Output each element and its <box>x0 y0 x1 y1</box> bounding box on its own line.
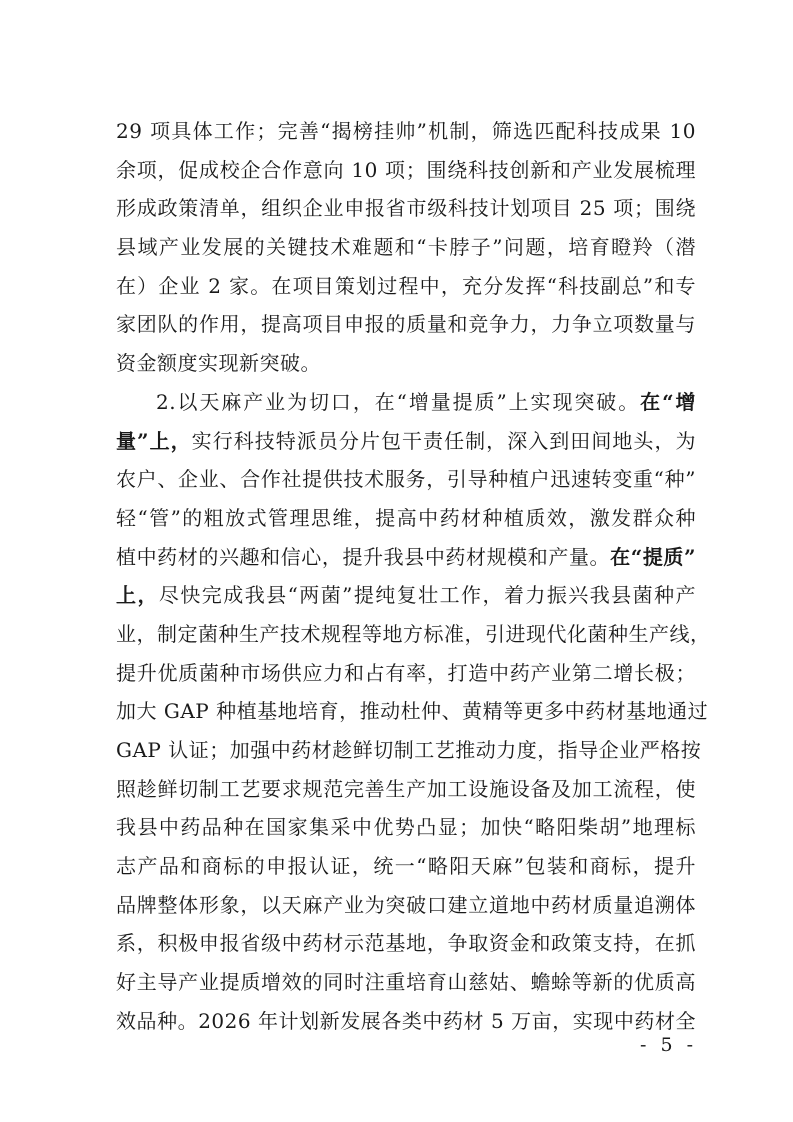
paragraph-2-line-12: 我县中药品种在国家集采中优势凸显；加快“略阳柴胡”地理标 <box>116 815 696 840</box>
bold-phrase-zengliang-start: 在“增 <box>640 389 696 414</box>
paragraph-1-line-1: 29 项具体工作；完善“揭榜挂帅”机制，筛选匹配科技成果 10 <box>116 119 696 143</box>
paragraph-2-line-6-text: 尽快完成我县“两菌”提纯复壮工作，着力振兴我县菌种产 <box>158 583 697 608</box>
paragraph-2-line-8: 提升优质菌种市场供应力和占有率，打造中药产业第二增长极； <box>116 660 696 685</box>
paragraph-2-line-17: 效品种。2026 年计划新发展各类中药材 5 万亩，实现中药材全 <box>116 1008 696 1033</box>
paragraph-2-line-2 <box>116 422 696 461</box>
document-body <box>116 112 711 1041</box>
bold-phrase-zengliang-end: 量”上， <box>116 428 192 453</box>
page-number: - 5 - <box>639 1034 697 1056</box>
paragraph-2-line-9: 加大 GAP 种植基地培育，推动杜仲、黄精等更多中药材基地通过 <box>116 699 709 724</box>
paragraph-2-line-6 <box>116 576 696 615</box>
paragraph-1-line-3: 形成政策清单，组织企业申报省市级科技计划项目 25 项；围绕 <box>116 196 696 221</box>
paragraph-1-line-2: 余项，促成校企合作意向 10 项；围绕科技创新和产业发展梳理 <box>116 157 696 182</box>
paragraph-2-line-7: 业，制定菌种生产技术规程等地方标准，引进现代化菌种生产线， <box>116 621 711 646</box>
paragraph-2-line-16: 好主导产业提质增效的同时注重培育山慈姑、蟾蜍等新的优质高 <box>116 970 696 995</box>
paragraph-2-line-15: 系，积极申报省级中药材示范基地，争取资金和政策支持，在抓 <box>116 931 696 956</box>
paragraph-1-line-7: 资金额度实现新突破。 <box>116 351 321 376</box>
paragraph-1-line-4: 县域产业发展的关键技术难题和“卡脖子”问题，培育瞪羚（潜 <box>116 235 696 260</box>
bold-phrase-tizhi: 在“提质” <box>610 544 697 569</box>
paragraph-2-line-13: 志产品和商标的申报认证，统一“略阳天麻”包装和商标，提升 <box>116 854 696 879</box>
bold-phrase-tizhi-end: 上， <box>116 583 159 608</box>
paragraph-2-line-5 <box>116 538 696 577</box>
paragraph-2-line-1 <box>116 383 696 422</box>
paragraph-2-line-3: 农户、企业、合作社提供技术服务，引导种植户迅速转变重“种” <box>116 467 696 492</box>
paragraph-2-line-5-text: 植中药材的兴趣和信心，提升我县中药材规模和产量。 <box>116 544 611 569</box>
paragraph-2-line-10: GAP 认证；加强中药材趁鲜切制工艺推动力度，指导企业严格按 <box>116 738 702 762</box>
paragraph-2-line-4: 轻“管”的粗放式管理思维，提高中药材种植质效，激发群众种 <box>116 505 696 530</box>
paragraph-1-line-5: 在）企业 2 家。在项目策划过程中，充分发挥“科技副总”和专 <box>116 273 696 298</box>
paragraph-2-line-14: 品牌整体形象，以天麻产业为突破口建立道地中药材质量追溯体 <box>116 892 696 917</box>
paragraph-1-line-6: 家团队的作用，提高项目申报的质量和竞争力，力争立项数量与 <box>116 312 696 337</box>
paragraph-2-line-11: 照趁鲜切制工艺要求规范完善生产加工设施设备及加工流程，使 <box>116 776 696 801</box>
paragraph-2-heading: 2.以天麻产业为切口，在“增量提质”上实现突破。 <box>156 389 641 414</box>
paragraph-2-line-2-text: 实行科技特派员分片包干责任制，深入到田间地头，为 <box>191 428 696 453</box>
